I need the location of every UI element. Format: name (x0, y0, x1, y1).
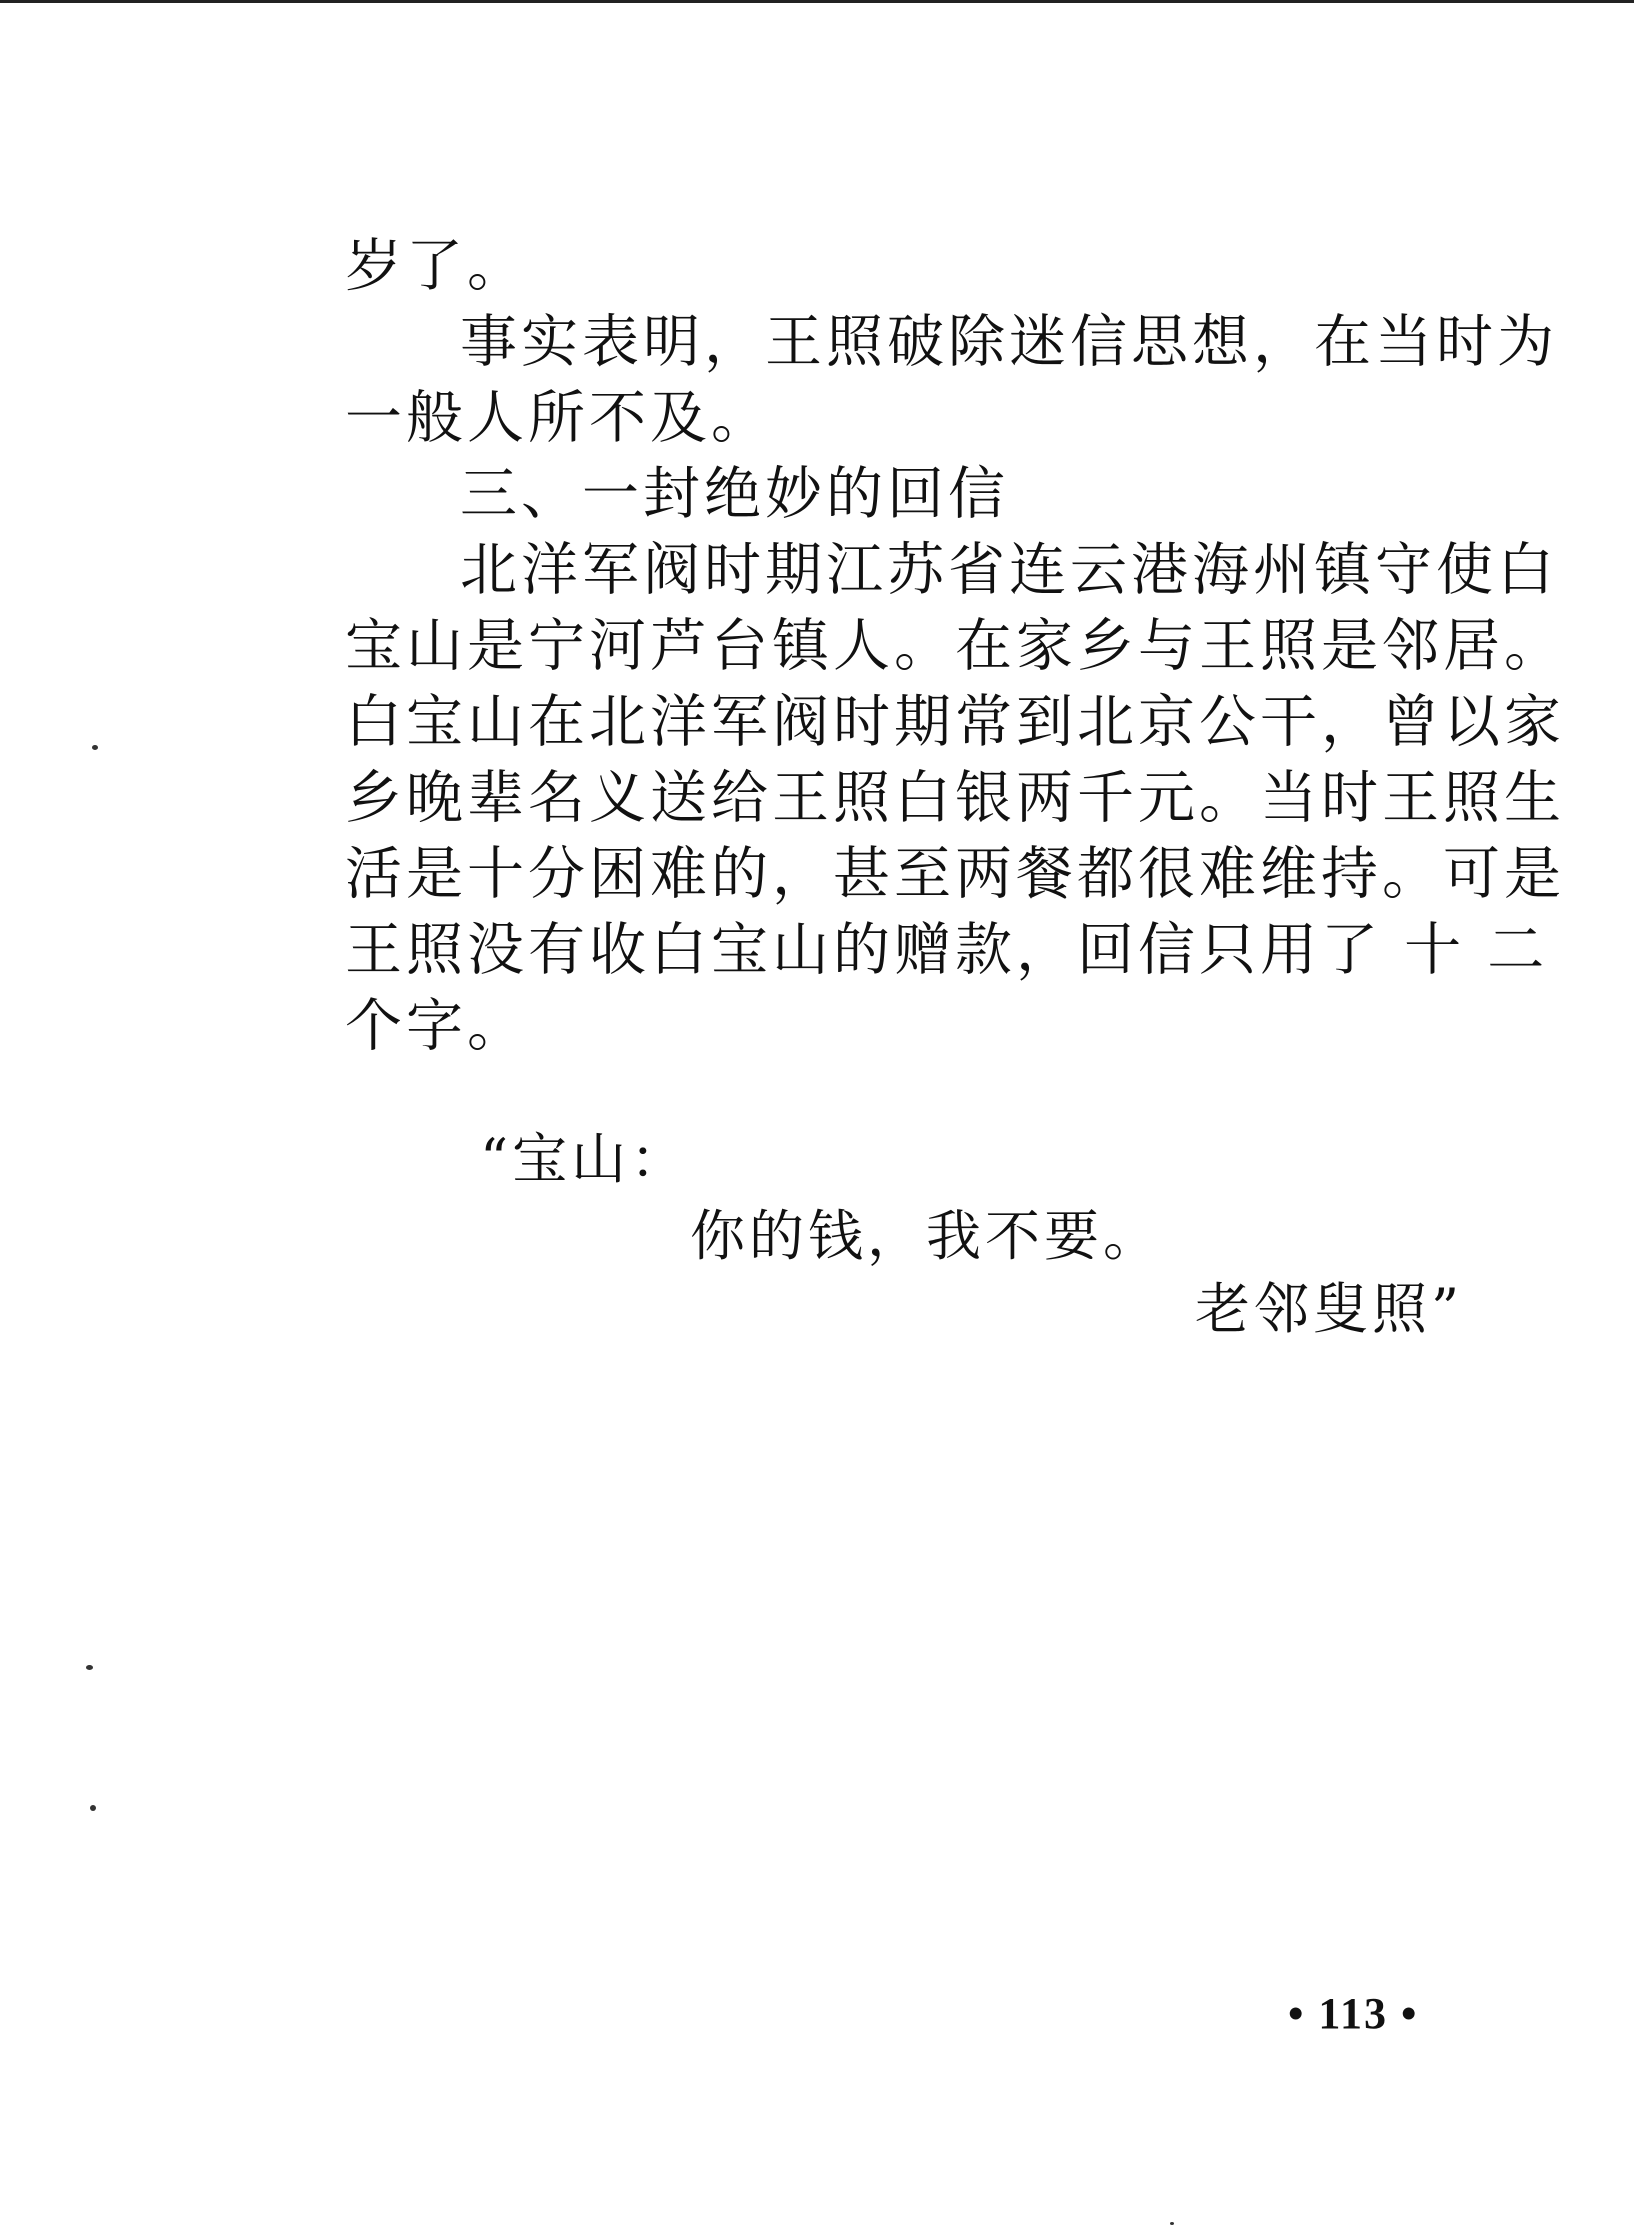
body-line-5: 北洋军阀时期江苏省连云港海州镇守使白 (460, 537, 1558, 603)
letter-signature: 老邻叟照” (1195, 1277, 1464, 1341)
page-number: • 113 • (1288, 1989, 1419, 2038)
body-line-2: 事实表明，王照破除迷信思想，在当时为 (460, 309, 1558, 375)
scan-speck (86, 1665, 93, 1670)
body-line-11: 个字。 (345, 993, 528, 1059)
top-border-rule (0, 0, 1634, 3)
body-line-3: 一般人所不及。 (345, 385, 772, 451)
body-line-1: 岁了。 (345, 233, 528, 299)
scan-speck (1170, 2222, 1174, 2225)
main-text (345, 228, 1565, 1064)
body-line-9: 活是十分困难的，甚至两餐都很难维持。可是 (345, 841, 1565, 907)
letter-body: 你的钱，我不要。 (690, 1204, 1163, 1268)
body-line-7: 白宝山在北洋军阀时期常到北京公干，曾以家 (345, 689, 1565, 755)
letter-salutation: “宝山： (480, 1127, 690, 1191)
body-line-10: 王照没有收白宝山的赠款，回信只用了 十 二 (345, 917, 1549, 983)
body-line-8: 乡晚辈名义送给王照白银两千元。当时王照生 (345, 765, 1565, 831)
section-heading: 三、一封绝妙的回信 (460, 461, 1009, 527)
scan-speck (92, 745, 98, 750)
scan-speck (90, 1805, 96, 1811)
body-line-6: 宝山是宁河芦台镇人。在家乡与王照是邻居。 (345, 613, 1565, 679)
